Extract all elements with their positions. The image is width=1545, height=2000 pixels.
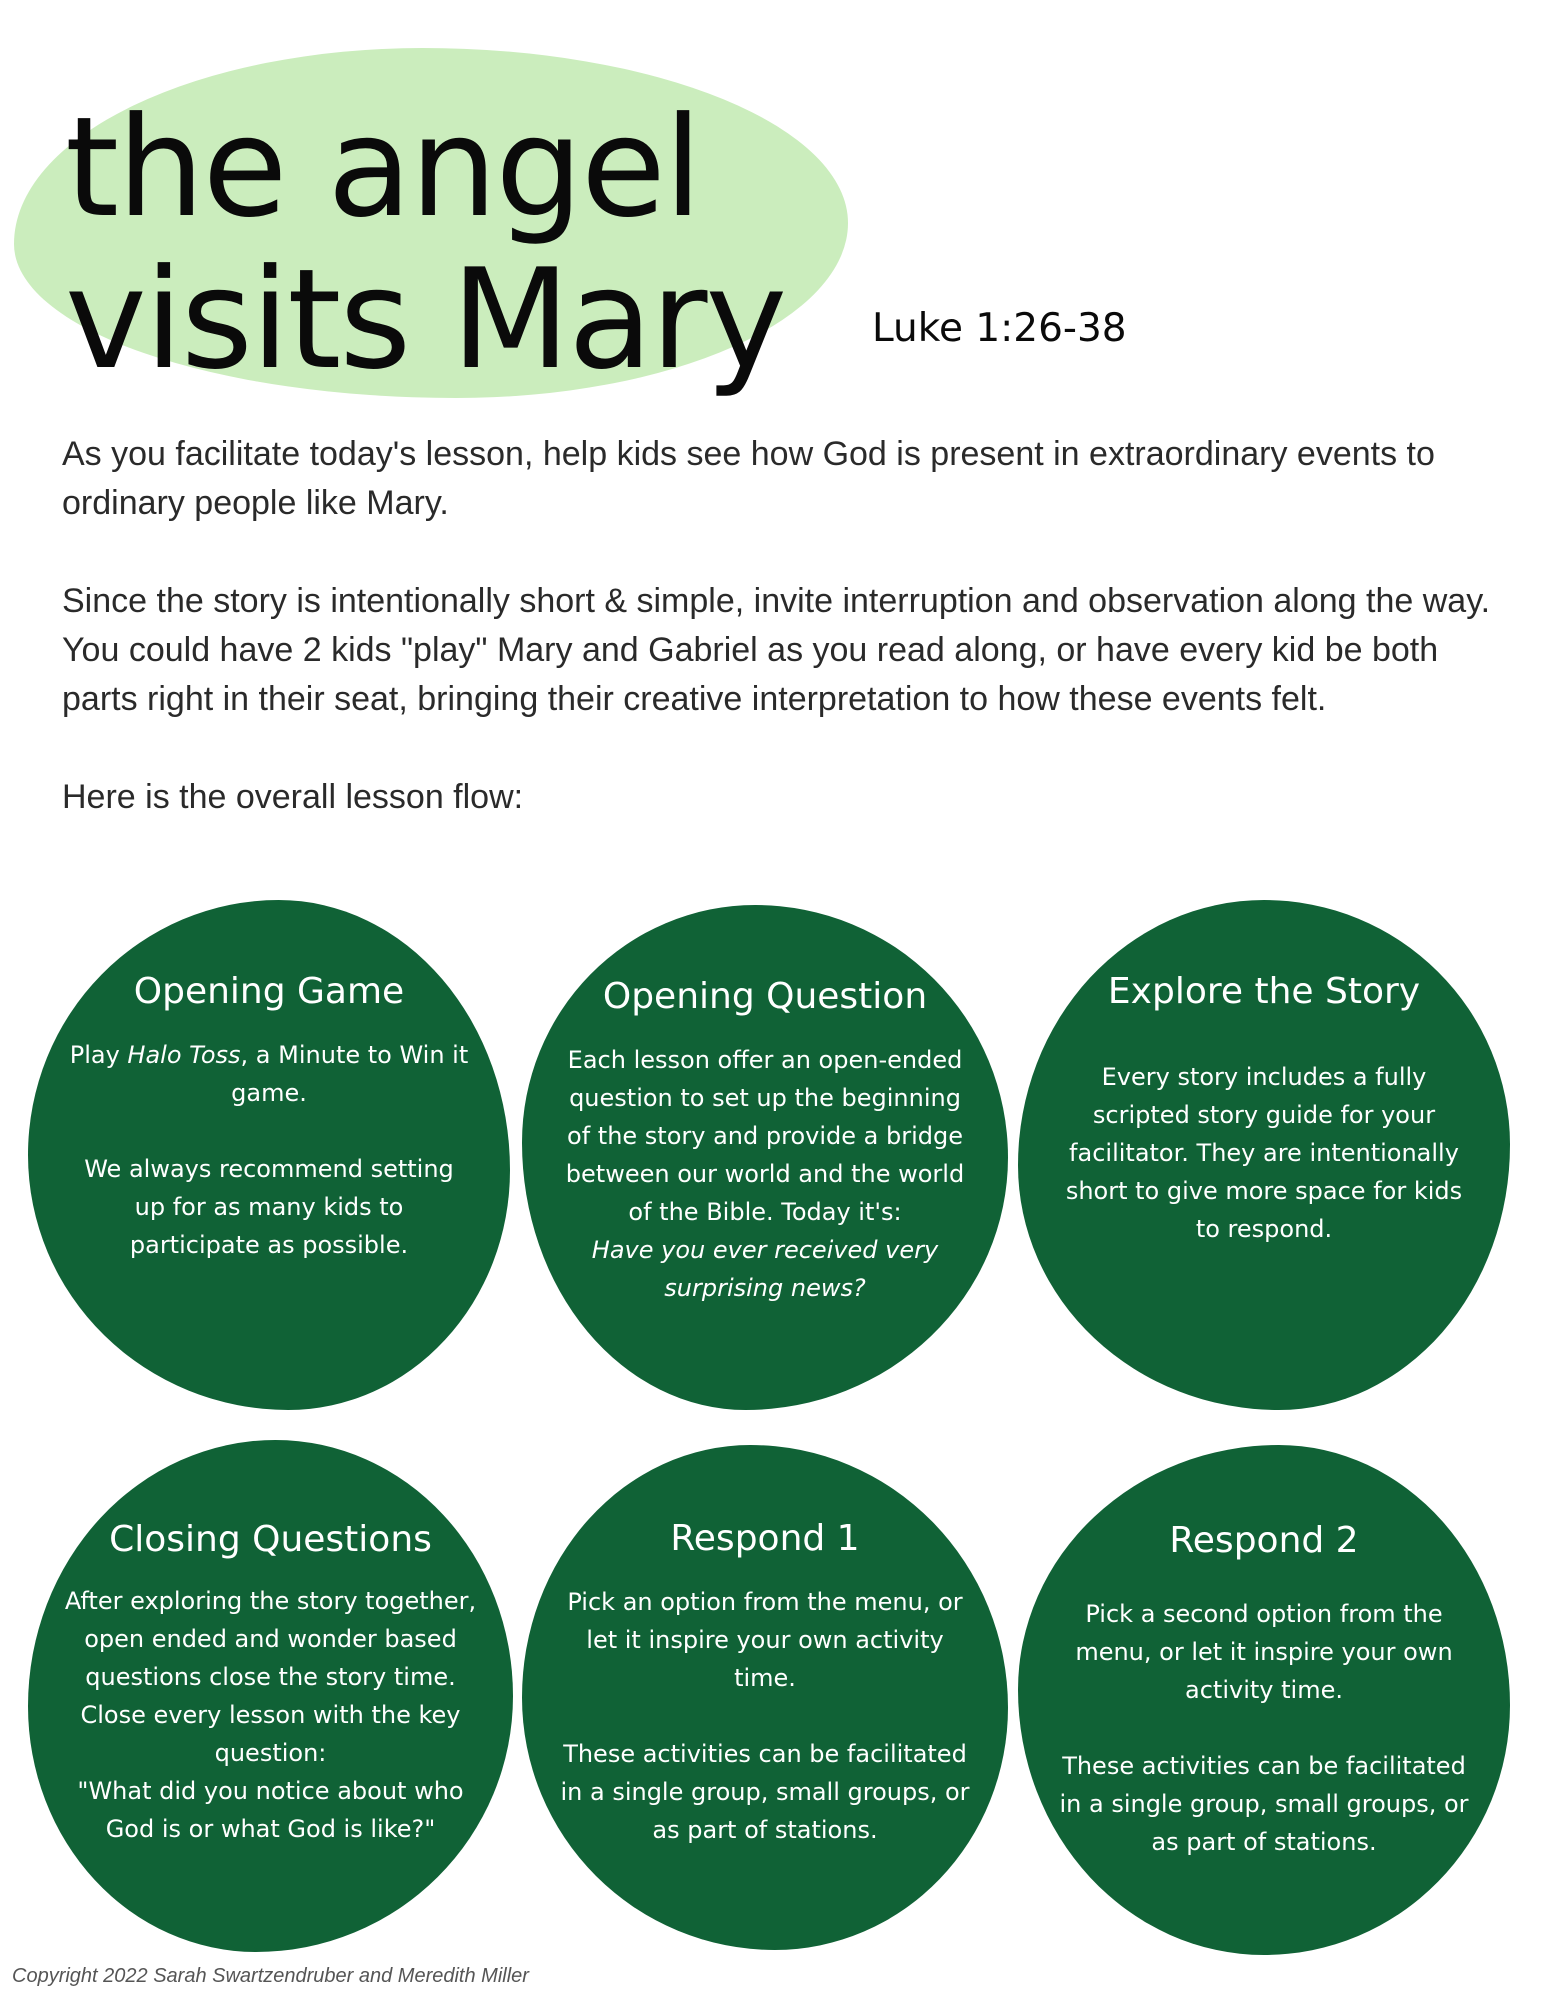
copyright-footer: Copyright 2022 Sarah Swartzendruber and Meredith Miller [12,1965,529,1987]
card-opening-question [522,905,1008,1410]
card-question: Have you ever received very surprising news? [591,1236,939,1302]
card-text-1: Play Halo Toss, a Minute to Win it game. [69,1041,469,1107]
card-text-2: These activities can be facilitated in a single group, small groups, or as part of stations. [560,1740,970,1844]
card-title: Respond 1 [670,1518,860,1559]
card-body [68,1036,470,1264]
card-respond-2 [1018,1445,1510,1955]
card-text: Each lesson offer an open-ended question to set up the beginning of the story and provide a bridge between our world and the world of the Bible. Today it's: [565,1046,965,1226]
card-text: Every story includes a fully scripted story guide for your facilitator. They are intentionally short to give more space for kids to respond. [1065,1063,1463,1243]
scripture-reference: Luke 1:26-38 [872,306,1127,351]
card-text-1: Pick a second option from the menu, or let it inspire your own activity time. [1075,1600,1453,1704]
card-respond-1 [522,1445,1008,1950]
card-opening-game [28,900,510,1410]
page-title [65,87,786,400]
card-explore-story [1018,900,1510,1410]
card-title: Opening Game [133,971,405,1012]
card-text: After exploring the story together, open ended and wonder based questions close the story time. Close every lesson with the key question: [64,1587,477,1767]
intro-paragraph-2: Since the story is intentionally short & simple, invite interruption and observation along the way. You could have 2 kids "play" Mary and Gabriel as you read along, or have every kid be both parts right in their seat, bringing their creative interpretation to how these events felt. [62,582,1491,718]
card-text-2: These activities can be facilitated in a single group, small groups, or as part of stations. [1059,1752,1469,1856]
card-body [560,1041,970,1307]
card-body [64,1582,477,1848]
card-title: Explore the Story [1107,971,1421,1012]
card-body [1058,1595,1470,1861]
card-title: Closing Questions [109,1519,432,1560]
intro-paragraph-1: As you facilitate today's lesson, help kids see how God is present in extraordinary events to ordinary people like Mary. [62,435,1435,522]
card-closing-questions [28,1440,513,1952]
title-line-2: visits Mary [65,239,786,400]
card-text-2: We always recommend setting up for as many kids to participate as possible. [84,1155,454,1259]
intro-paragraph-3: Here is the overall lesson flow: [62,778,524,816]
card-title: Respond 2 [1169,1520,1359,1561]
intro-text [62,430,1492,871]
card-body [1060,1058,1468,1248]
game-name: Halo Toss [127,1041,241,1069]
card-body [558,1583,972,1849]
title-line-1: the angel [65,87,701,248]
card-key-question: "What did you notice about who God is or what God is like?" [77,1777,464,1843]
card-title: Opening Question [602,976,928,1017]
card-text-1: Pick an option from the menu, or let it inspire your own activity time. [567,1588,963,1692]
